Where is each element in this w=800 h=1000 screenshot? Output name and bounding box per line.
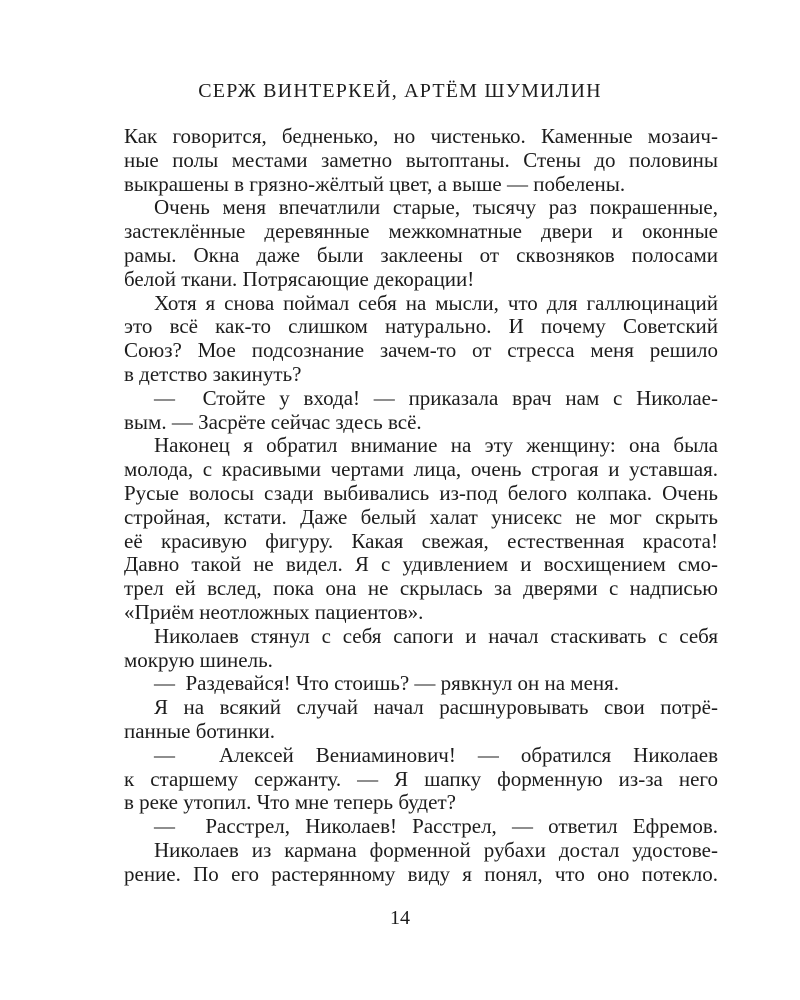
page-number: 14: [390, 907, 410, 929]
text-line: белой ткани. Потрясающие декорации!: [124, 266, 475, 291]
text-line: трел ей вслед, пока она не скрылась за дверями с надписью: [124, 576, 718, 601]
text-line: Союз? Мое подсознание зачем-то от стресса меня решило: [124, 338, 718, 363]
text-line: рамы. Окна даже были заклеены от сквозняков полосами: [124, 242, 718, 267]
text-line: Николаев из кармана форменной рубахи достал удостове-: [154, 837, 718, 862]
text-line: в детство закинуть?: [124, 361, 302, 386]
text-line: Я на всякий случай начал расшнуровывать свои потрё-: [154, 695, 718, 720]
text-line: Как говорится, бедненько, но чистенько. Каменные мозаич-: [124, 124, 718, 148]
text-line: — Алексей Вениаминович! — обратился Николаев: [154, 742, 718, 767]
text-line: в реке утопил. Что мне теперь будет?: [124, 790, 456, 815]
text-line: «Приём неотложных пациентов».: [124, 599, 424, 624]
text-line: Николаев стянул с себя сапоги и начал стаскивать с себя: [154, 623, 718, 648]
text-line: Русые волосы сзади выбивались из-под белого колпака. Очень: [124, 480, 718, 505]
text-line: к старшему сержанту. — Я шапку форменную из-за него: [124, 766, 718, 791]
text-line: молода, с красивыми чертами лица, очень строгая и уставшая.: [124, 457, 718, 482]
text-line: Давно такой не видел. Я с удивлением и восхищением смо-: [124, 552, 718, 577]
text-line: — Расстрел, Николаев! Расстрел, — ответил Ефремов.: [154, 814, 718, 839]
body-text: [124, 125, 718, 887]
text-line: вым. — Засрёте сейчас здесь всё.: [124, 409, 422, 434]
text-line: — Стойте у входа! — приказала врач нам с Николае-: [154, 385, 718, 410]
running-head: СЕРЖ ВИНТЕРКЕЙ, АРТЁМ ШУМИЛИН: [198, 80, 602, 102]
text-line: её красивую фигуру. Какая свежая, естественная красота!: [124, 528, 718, 553]
text-line: — Раздевайся! Что стоишь? — рявкнул он на меня.: [154, 671, 620, 696]
text-line: ные полы местами заметно вытоптаны. Стены до половины: [124, 147, 718, 172]
text-line: это всё как-то слишком натурально. И почему Советский: [124, 314, 718, 339]
text-line: панные ботинки.: [124, 718, 275, 743]
text-line: рение. По его растерянному виду я понял, что оно потекло.: [124, 861, 718, 886]
text-line: Очень меня впечатлили старые, тысячу раз покрашенные,: [154, 195, 718, 220]
text-line: Наконец я обратил внимание на эту женщину: она была: [154, 433, 718, 458]
text-line: Хотя я снова поймал себя на мысли, что для галлюцинаций: [154, 290, 718, 315]
text-line: выкрашены в грязно-жёлтый цвет, а выше — побелены.: [124, 171, 626, 196]
text-line: застеклённые деревянные межкомнатные двери и оконные: [124, 219, 718, 244]
text-line: мокрую шинель.: [124, 647, 273, 672]
text-line: стройная, кстати. Даже белый халат унисекс не мог скрыть: [124, 504, 718, 529]
